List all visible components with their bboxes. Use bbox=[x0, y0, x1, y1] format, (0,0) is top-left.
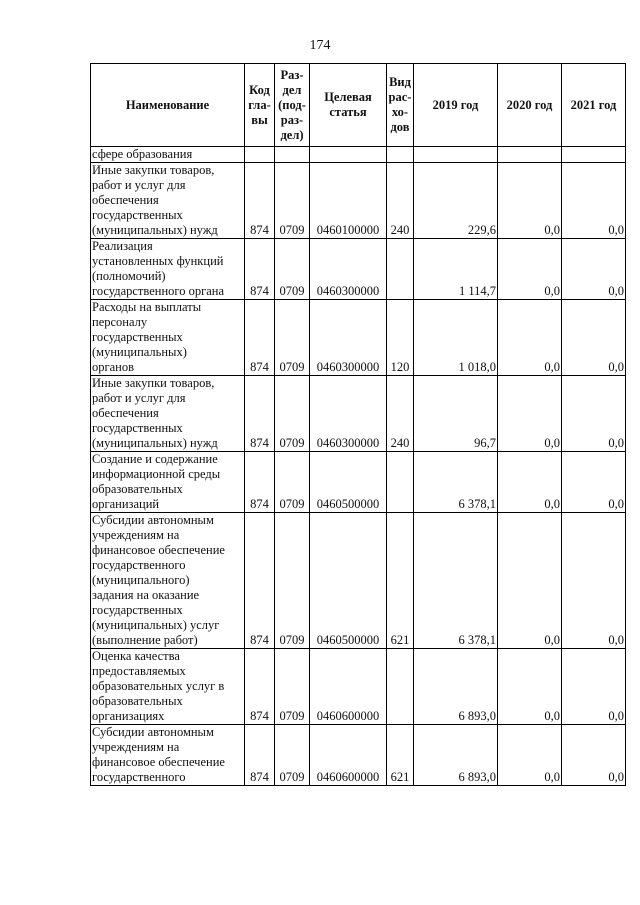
row-target: 0460300000 bbox=[310, 239, 387, 300]
row-code: 874 bbox=[245, 725, 275, 786]
row-target: 0460600000 bbox=[310, 725, 387, 786]
row-value-2021: 0,0 bbox=[562, 513, 626, 649]
row-name-line: (муниципальных) bbox=[92, 345, 187, 359]
row-value-2021: 0,0 bbox=[562, 163, 626, 239]
row-name-line: образовательных bbox=[92, 482, 183, 496]
header-target bbox=[310, 64, 387, 147]
row-name-line: Иные закупки товаров, bbox=[92, 376, 215, 390]
row-value-2021: 0,0 bbox=[562, 649, 626, 725]
row-value-2019: 96,7 bbox=[414, 376, 498, 452]
header-2021: 2021 год bbox=[562, 64, 626, 147]
row-target: 0460300000 bbox=[310, 376, 387, 452]
row-name-line: государственного органа bbox=[92, 284, 225, 298]
row-name-line: государственного bbox=[92, 770, 186, 784]
row-name bbox=[91, 513, 245, 649]
row-type: 621 bbox=[387, 725, 414, 786]
header-line: хо- bbox=[391, 105, 409, 119]
row-section: 0709 bbox=[275, 300, 310, 376]
row-value-2021: 0,0 bbox=[562, 452, 626, 513]
row-name-line: государственных bbox=[92, 208, 183, 222]
row-type bbox=[387, 239, 414, 300]
header-line: Раз- bbox=[280, 67, 304, 82]
header-line: Целевая bbox=[324, 90, 372, 104]
header-line: дел) bbox=[280, 127, 304, 142]
row-name-line: (муниципальных) нужд bbox=[92, 436, 218, 450]
row-name-line: образовательных услуг в bbox=[92, 679, 225, 693]
row-name-line: персоналу bbox=[92, 315, 148, 329]
row-name-line: Оценка качества bbox=[92, 649, 180, 663]
row-value-2020: 0,0 bbox=[498, 239, 562, 300]
row-target: 0460300000 bbox=[310, 300, 387, 376]
row-code: 874 bbox=[245, 239, 275, 300]
header-line: (под- bbox=[278, 97, 306, 112]
row-value-2019: 229,6 bbox=[414, 163, 498, 239]
continuation-row bbox=[91, 147, 626, 163]
row-code: 874 bbox=[245, 300, 275, 376]
row-name bbox=[91, 239, 245, 300]
row-type: 240 bbox=[387, 163, 414, 239]
row-type bbox=[387, 649, 414, 725]
row-type: 621 bbox=[387, 513, 414, 649]
row-code: 874 bbox=[245, 376, 275, 452]
header-line: вы bbox=[251, 112, 268, 127]
table-row bbox=[91, 513, 626, 649]
row-name-line: организациях bbox=[92, 709, 165, 723]
header-line: дел bbox=[282, 82, 302, 97]
row-name-line: Расходы на выплаты bbox=[92, 300, 202, 314]
row-target: 0460600000 bbox=[310, 649, 387, 725]
row-value-2021: 0,0 bbox=[562, 376, 626, 452]
row-name-line: учреждениям на bbox=[92, 740, 180, 754]
row-value-2021: 0,0 bbox=[562, 300, 626, 376]
row-name-line: задания на оказание bbox=[92, 588, 200, 602]
row-section: 0709 bbox=[275, 649, 310, 725]
table-row bbox=[91, 376, 626, 452]
row-value-2020: 0,0 bbox=[498, 163, 562, 239]
row-target: 0460500000 bbox=[310, 513, 387, 649]
row-name-line: (полномочий) bbox=[92, 269, 166, 283]
row-value-2019: 6 378,1 bbox=[414, 452, 498, 513]
row-section: 0709 bbox=[275, 452, 310, 513]
header-code bbox=[245, 64, 275, 147]
header-2020: 2020 год bbox=[498, 64, 562, 147]
header-line: статья bbox=[329, 105, 367, 119]
header-name: Наименование bbox=[91, 64, 245, 147]
row-section: 0709 bbox=[275, 163, 310, 239]
table-row bbox=[91, 163, 626, 239]
row-name bbox=[91, 725, 245, 786]
row-name-line: Создание и содержание bbox=[92, 452, 218, 466]
row-value-2019: 1 018,0 bbox=[414, 300, 498, 376]
row-value-2019: 1 114,7 bbox=[414, 239, 498, 300]
row-value-2019: 6 893,0 bbox=[414, 649, 498, 725]
row-name-line: финансовое обеспечение bbox=[92, 543, 225, 557]
row-name-line: образовательных bbox=[92, 694, 183, 708]
row-name-line: (муниципального) bbox=[92, 573, 190, 587]
header-2019: 2019 год bbox=[414, 64, 498, 147]
row-name-line: (муниципальных) услуг bbox=[92, 618, 220, 632]
table-row bbox=[91, 300, 626, 376]
page-number: 174 bbox=[309, 38, 331, 53]
table-row bbox=[91, 649, 626, 725]
row-value-2020: 0,0 bbox=[498, 452, 562, 513]
row-type: 120 bbox=[387, 300, 414, 376]
row-name-line: обеспечения bbox=[92, 406, 159, 420]
row-name-line: государственных bbox=[92, 421, 183, 435]
row-name-line: установленных функций bbox=[92, 254, 224, 268]
row-name bbox=[91, 376, 245, 452]
row-name-line: предоставляемых bbox=[92, 664, 186, 678]
row-value-2019: 6 378,1 bbox=[414, 513, 498, 649]
row-code: 874 bbox=[245, 649, 275, 725]
row-name-line: Иные закупки товаров, bbox=[92, 163, 215, 177]
table-row bbox=[91, 725, 626, 786]
row-section: 0709 bbox=[275, 239, 310, 300]
table-row bbox=[91, 452, 626, 513]
row-name-line: государственных bbox=[92, 603, 183, 617]
header-type bbox=[387, 64, 414, 147]
row-section: 0709 bbox=[275, 376, 310, 452]
row-name-line: Субсидии автономным bbox=[92, 725, 214, 739]
table-row bbox=[91, 239, 626, 300]
row-name-line: информационной среды bbox=[92, 467, 221, 481]
row-name-line: государственного bbox=[92, 558, 186, 572]
header-line: Вид bbox=[389, 75, 411, 89]
row-type: 240 bbox=[387, 376, 414, 452]
row-type bbox=[387, 452, 414, 513]
row-name bbox=[91, 163, 245, 239]
row-name bbox=[91, 649, 245, 725]
row-name bbox=[91, 300, 245, 376]
row-value-2021: 0,0 bbox=[562, 725, 626, 786]
row-section: 0709 bbox=[275, 513, 310, 649]
row-name-line: Реализация bbox=[92, 239, 153, 253]
row-value-2020: 0,0 bbox=[498, 376, 562, 452]
row-target: 0460100000 bbox=[310, 163, 387, 239]
header-line: гла- bbox=[248, 97, 271, 112]
row-name-line: обеспечения bbox=[92, 193, 159, 207]
row-name-line: (выполнение работ) bbox=[92, 633, 198, 647]
row-name-line: Субсидии автономным bbox=[92, 513, 214, 527]
row-name-line: учреждениям на bbox=[92, 528, 180, 542]
header-line: раз- bbox=[280, 112, 304, 127]
header-line: Код bbox=[249, 82, 270, 97]
row-section: 0709 bbox=[275, 725, 310, 786]
row-value-2020: 0,0 bbox=[498, 300, 562, 376]
row-name-line: органов bbox=[92, 360, 135, 374]
row-value-2020: 0,0 bbox=[498, 725, 562, 786]
continuation-text: сфере образования bbox=[91, 147, 245, 163]
row-value-2019: 6 893,0 bbox=[414, 725, 498, 786]
row-code: 874 bbox=[245, 513, 275, 649]
row-value-2020: 0,0 bbox=[498, 513, 562, 649]
row-target: 0460500000 bbox=[310, 452, 387, 513]
table-header-row bbox=[91, 64, 626, 147]
row-name-line: (муниципальных) нужд bbox=[92, 223, 218, 237]
budget-table bbox=[90, 63, 626, 786]
header-line: рас- bbox=[388, 90, 412, 104]
row-value-2021: 0,0 bbox=[562, 239, 626, 300]
row-name-line: организаций bbox=[92, 497, 160, 511]
row-value-2020: 0,0 bbox=[498, 649, 562, 725]
row-code: 874 bbox=[245, 163, 275, 239]
row-name-line: работ и услуг для bbox=[92, 178, 186, 192]
header-section bbox=[275, 64, 310, 147]
row-code: 874 bbox=[245, 452, 275, 513]
row-name bbox=[91, 452, 245, 513]
row-name-line: финансовое обеспечение bbox=[92, 755, 225, 769]
header-line: дов bbox=[390, 120, 410, 134]
row-name-line: государственных bbox=[92, 330, 183, 344]
row-name-line: работ и услуг для bbox=[92, 391, 186, 405]
